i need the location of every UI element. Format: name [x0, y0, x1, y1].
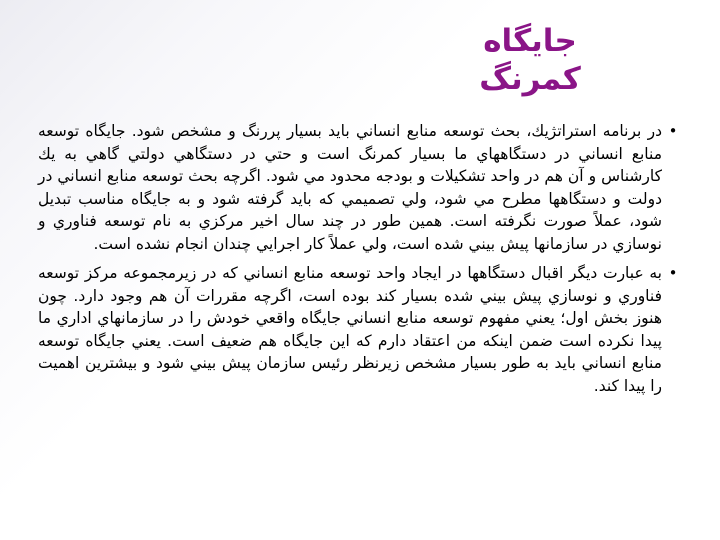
paragraph-2	[38, 262, 678, 397]
slide-body	[38, 120, 680, 404]
paragraph-1-text: در برنامه استراتژيك، بحث توسعه منابع انساني بايد بسيار پررنگ و مشخص شود. جايگاه توسعه منابع انساني در دستگاههاي ما بسيار كمرنگ است و حتي در دستگاهي دولتي گاهي به يك كارشناس و آن هم در واحد تشكيلات و بودجه محدود مي شود. اگرچه بحث توسعه منابع انساني در دولت و دستگاهها مطرح مي شود، ولي تصميمي كه بايد گرفته شود و به جايگاه مناسب تبديل شود، عملاً صورت نگرفته است. همين طور در چند سال اخير مركزي به نام توسعه فناوري و نوسازي در سازمانها پيش بيني شده است، ولي عملاً كار اجرايي چندان انجام نشده است.	[38, 122, 662, 253]
slide-title	[380, 22, 680, 98]
paragraph-1	[38, 120, 678, 255]
slide-title-line-2: كمرنگ	[479, 61, 581, 97]
bullet-icon: •	[668, 122, 678, 140]
paragraph-2-text: به عبارت ديگر اقبال دستگاهها در ايجاد واحد توسعه منابع انساني كه در زيرمجموعه مركز توسعه فناوري و نوسازي پيش بيني شده بسيار كند بوده است، اگرچه مقررات آن هم وجود دارد. چون هنوز بخش اول؛ يعني مفهوم توسعه منابع انساني جايگاه واقعي خودش را در سازمانهاي اداري ما پيدا نكرده است ضمن اينكه من اعتقاد دارم كه اين جايگاه هم ضعيف است. يعني جايگاه توسعه منابع انساني بايد به طور بسيار مشخص زيرنظر رئيس سازمان پيش بيني شود و بيشترين اهميت را پيدا كند.	[38, 264, 662, 395]
bullet-icon: •	[668, 264, 678, 282]
slide-title-line-1: جايگاه	[483, 23, 577, 59]
